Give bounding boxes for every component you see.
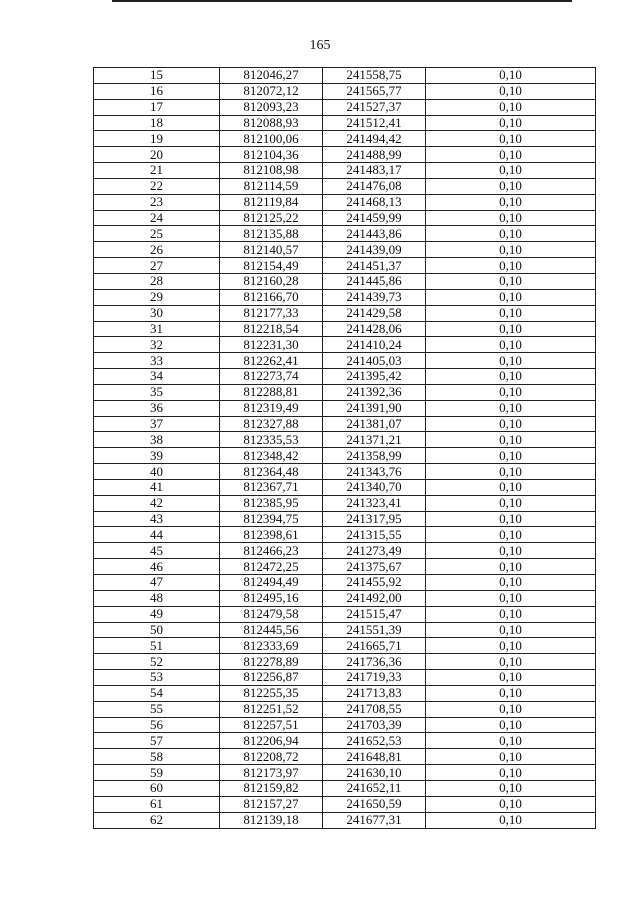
accuracy-cell: 0,10 — [426, 163, 596, 179]
table-row — [94, 575, 596, 591]
x-coordinate-cell: 812257,51 — [220, 717, 323, 733]
point-number-cell: 57 — [94, 733, 220, 749]
x-coordinate-cell: 812208,72 — [220, 749, 323, 765]
y-coordinate-cell: 241492,00 — [323, 590, 426, 606]
table-row — [94, 178, 596, 194]
y-coordinate-cell: 241381,07 — [323, 416, 426, 432]
y-coordinate-cell: 241392,36 — [323, 384, 426, 400]
y-coordinate-cell: 241343,76 — [323, 464, 426, 480]
y-coordinate-cell: 241375,67 — [323, 559, 426, 575]
x-coordinate-cell: 812154,49 — [220, 258, 323, 274]
table-row — [94, 289, 596, 305]
accuracy-cell: 0,10 — [426, 178, 596, 194]
accuracy-cell: 0,10 — [426, 543, 596, 559]
x-coordinate-cell: 812364,48 — [220, 464, 323, 480]
x-coordinate-cell: 812394,75 — [220, 511, 323, 527]
accuracy-cell: 0,10 — [426, 749, 596, 765]
y-coordinate-cell: 241443,86 — [323, 226, 426, 242]
accuracy-cell: 0,10 — [426, 242, 596, 258]
table-row — [94, 226, 596, 242]
point-number-cell: 49 — [94, 606, 220, 622]
y-coordinate-cell: 241551,39 — [323, 622, 426, 638]
x-coordinate-cell: 812335,53 — [220, 432, 323, 448]
x-coordinate-cell: 812140,57 — [220, 242, 323, 258]
x-coordinate-cell: 812072,12 — [220, 83, 323, 99]
point-number-cell: 24 — [94, 210, 220, 226]
y-coordinate-cell: 241317,95 — [323, 511, 426, 527]
y-coordinate-cell: 241703,39 — [323, 717, 426, 733]
accuracy-cell: 0,10 — [426, 622, 596, 638]
y-coordinate-cell: 241371,21 — [323, 432, 426, 448]
table-row — [94, 353, 596, 369]
x-coordinate-cell: 812494,49 — [220, 575, 323, 591]
point-number-cell: 47 — [94, 575, 220, 591]
y-coordinate-cell: 241428,06 — [323, 321, 426, 337]
accuracy-cell: 0,10 — [426, 273, 596, 289]
table-row — [94, 685, 596, 701]
x-coordinate-cell: 812135,88 — [220, 226, 323, 242]
x-coordinate-cell: 812160,28 — [220, 273, 323, 289]
y-coordinate-cell: 241558,75 — [323, 68, 426, 84]
accuracy-cell: 0,10 — [426, 99, 596, 115]
table-row — [94, 464, 596, 480]
point-number-cell: 30 — [94, 305, 220, 321]
table-row — [94, 258, 596, 274]
point-number-cell: 32 — [94, 337, 220, 353]
y-coordinate-cell: 241410,24 — [323, 337, 426, 353]
accuracy-cell: 0,10 — [426, 654, 596, 670]
accuracy-cell: 0,10 — [426, 780, 596, 796]
point-number-cell: 23 — [94, 194, 220, 210]
y-coordinate-cell: 241476,08 — [323, 178, 426, 194]
accuracy-cell: 0,10 — [426, 131, 596, 147]
y-coordinate-cell: 241315,55 — [323, 527, 426, 543]
x-coordinate-cell: 812251,52 — [220, 701, 323, 717]
y-coordinate-cell: 241652,53 — [323, 733, 426, 749]
x-coordinate-cell: 812114,59 — [220, 178, 323, 194]
accuracy-cell: 0,10 — [426, 258, 596, 274]
y-coordinate-cell: 241391,90 — [323, 400, 426, 416]
page-number: 165 — [309, 38, 331, 53]
point-number-cell: 37 — [94, 416, 220, 432]
table-row — [94, 559, 596, 575]
table-row — [94, 194, 596, 210]
accuracy-cell: 0,10 — [426, 147, 596, 163]
x-coordinate-cell: 812367,71 — [220, 479, 323, 495]
y-coordinate-cell: 241650,59 — [323, 796, 426, 812]
x-coordinate-cell: 812398,61 — [220, 527, 323, 543]
x-coordinate-cell: 812348,42 — [220, 448, 323, 464]
accuracy-cell: 0,10 — [426, 479, 596, 495]
x-coordinate-cell: 812445,56 — [220, 622, 323, 638]
table-row — [94, 511, 596, 527]
point-number-cell: 52 — [94, 654, 220, 670]
table-row — [94, 68, 596, 84]
x-coordinate-cell: 812256,87 — [220, 670, 323, 686]
table-row — [94, 495, 596, 511]
accuracy-cell: 0,10 — [426, 765, 596, 781]
accuracy-cell: 0,10 — [426, 194, 596, 210]
y-coordinate-cell: 241358,99 — [323, 448, 426, 464]
table-row — [94, 638, 596, 654]
y-coordinate-cell: 241652,11 — [323, 780, 426, 796]
point-number-cell: 62 — [94, 812, 220, 828]
x-coordinate-cell: 812319,49 — [220, 400, 323, 416]
y-coordinate-cell: 241429,58 — [323, 305, 426, 321]
table-row — [94, 337, 596, 353]
table-row — [94, 432, 596, 448]
y-coordinate-cell: 241395,42 — [323, 369, 426, 385]
point-number-cell: 60 — [94, 780, 220, 796]
accuracy-cell: 0,10 — [426, 796, 596, 812]
point-number-cell: 19 — [94, 131, 220, 147]
table-row — [94, 305, 596, 321]
x-coordinate-cell: 812472,25 — [220, 559, 323, 575]
point-number-cell: 51 — [94, 638, 220, 654]
table-row — [94, 273, 596, 289]
y-coordinate-cell: 241512,41 — [323, 115, 426, 131]
x-coordinate-cell: 812177,33 — [220, 305, 323, 321]
y-coordinate-cell: 241323,41 — [323, 495, 426, 511]
table-row — [94, 448, 596, 464]
x-coordinate-cell: 812273,74 — [220, 369, 323, 385]
point-number-cell: 42 — [94, 495, 220, 511]
coordinates-table — [93, 67, 596, 829]
table-row — [94, 733, 596, 749]
y-coordinate-cell: 241648,81 — [323, 749, 426, 765]
y-coordinate-cell: 241439,73 — [323, 289, 426, 305]
y-coordinate-cell: 241468,13 — [323, 194, 426, 210]
x-coordinate-cell: 812108,98 — [220, 163, 323, 179]
point-number-cell: 31 — [94, 321, 220, 337]
point-number-cell: 25 — [94, 226, 220, 242]
point-number-cell: 53 — [94, 670, 220, 686]
table-row — [94, 543, 596, 559]
x-coordinate-cell: 812327,88 — [220, 416, 323, 432]
accuracy-cell: 0,10 — [426, 83, 596, 99]
table-row — [94, 780, 596, 796]
accuracy-cell: 0,10 — [426, 400, 596, 416]
accuracy-cell: 0,10 — [426, 416, 596, 432]
accuracy-cell: 0,10 — [426, 733, 596, 749]
y-coordinate-cell: 241451,37 — [323, 258, 426, 274]
accuracy-cell: 0,10 — [426, 353, 596, 369]
table-row — [94, 147, 596, 163]
y-coordinate-cell: 241405,03 — [323, 353, 426, 369]
top-rule — [112, 0, 572, 2]
accuracy-cell: 0,10 — [426, 575, 596, 591]
accuracy-cell: 0,10 — [426, 432, 596, 448]
point-number-cell: 33 — [94, 353, 220, 369]
table-row — [94, 749, 596, 765]
table-row — [94, 131, 596, 147]
accuracy-cell: 0,10 — [426, 812, 596, 828]
point-number-cell: 54 — [94, 685, 220, 701]
accuracy-cell: 0,10 — [426, 337, 596, 353]
y-coordinate-cell: 241488,99 — [323, 147, 426, 163]
point-number-cell: 43 — [94, 511, 220, 527]
accuracy-cell: 0,10 — [426, 670, 596, 686]
accuracy-cell: 0,10 — [426, 606, 596, 622]
table-row — [94, 163, 596, 179]
x-coordinate-cell: 812278,89 — [220, 654, 323, 670]
accuracy-cell: 0,10 — [426, 369, 596, 385]
point-number-cell: 50 — [94, 622, 220, 638]
table-row — [94, 99, 596, 115]
y-coordinate-cell: 241565,77 — [323, 83, 426, 99]
accuracy-cell: 0,10 — [426, 321, 596, 337]
point-number-cell: 58 — [94, 749, 220, 765]
accuracy-cell: 0,10 — [426, 590, 596, 606]
point-number-cell: 28 — [94, 273, 220, 289]
point-number-cell: 17 — [94, 99, 220, 115]
x-coordinate-cell: 812093,23 — [220, 99, 323, 115]
accuracy-cell: 0,10 — [426, 226, 596, 242]
y-coordinate-cell: 241515,47 — [323, 606, 426, 622]
y-coordinate-cell: 241736,36 — [323, 654, 426, 670]
point-number-cell: 45 — [94, 543, 220, 559]
table-row — [94, 321, 596, 337]
point-number-cell: 16 — [94, 83, 220, 99]
point-number-cell: 22 — [94, 178, 220, 194]
y-coordinate-cell: 241455,92 — [323, 575, 426, 591]
point-number-cell: 34 — [94, 369, 220, 385]
x-coordinate-cell: 812288,81 — [220, 384, 323, 400]
point-number-cell: 21 — [94, 163, 220, 179]
accuracy-cell: 0,10 — [426, 495, 596, 511]
y-coordinate-cell: 241713,83 — [323, 685, 426, 701]
accuracy-cell: 0,10 — [426, 511, 596, 527]
accuracy-cell: 0,10 — [426, 685, 596, 701]
table-row — [94, 654, 596, 670]
y-coordinate-cell: 241708,55 — [323, 701, 426, 717]
x-coordinate-cell: 812139,18 — [220, 812, 323, 828]
table-row — [94, 701, 596, 717]
accuracy-cell: 0,10 — [426, 305, 596, 321]
x-coordinate-cell: 812262,41 — [220, 353, 323, 369]
accuracy-cell: 0,10 — [426, 448, 596, 464]
x-coordinate-cell: 812088,93 — [220, 115, 323, 131]
y-coordinate-cell: 241630,10 — [323, 765, 426, 781]
table-row — [94, 210, 596, 226]
y-coordinate-cell: 241677,31 — [323, 812, 426, 828]
point-number-cell: 29 — [94, 289, 220, 305]
point-number-cell: 48 — [94, 590, 220, 606]
point-number-cell: 40 — [94, 464, 220, 480]
table-row — [94, 369, 596, 385]
point-number-cell: 55 — [94, 701, 220, 717]
accuracy-cell: 0,10 — [426, 527, 596, 543]
point-number-cell: 15 — [94, 68, 220, 84]
coordinates-table-body — [94, 68, 596, 829]
x-coordinate-cell: 812218,54 — [220, 321, 323, 337]
y-coordinate-cell: 241273,49 — [323, 543, 426, 559]
point-number-cell: 44 — [94, 527, 220, 543]
table-row — [94, 812, 596, 828]
point-number-cell: 41 — [94, 479, 220, 495]
x-coordinate-cell: 812255,35 — [220, 685, 323, 701]
table-row — [94, 479, 596, 495]
x-coordinate-cell: 812119,84 — [220, 194, 323, 210]
x-coordinate-cell: 812157,27 — [220, 796, 323, 812]
point-number-cell: 38 — [94, 432, 220, 448]
x-coordinate-cell: 812231,30 — [220, 337, 323, 353]
point-number-cell: 39 — [94, 448, 220, 464]
table-row — [94, 606, 596, 622]
y-coordinate-cell: 241494,42 — [323, 131, 426, 147]
y-coordinate-cell: 241719,33 — [323, 670, 426, 686]
accuracy-cell: 0,10 — [426, 701, 596, 717]
table-row — [94, 670, 596, 686]
table-row — [94, 384, 596, 400]
table-row — [94, 83, 596, 99]
accuracy-cell: 0,10 — [426, 210, 596, 226]
accuracy-cell: 0,10 — [426, 638, 596, 654]
x-coordinate-cell: 812100,06 — [220, 131, 323, 147]
x-coordinate-cell: 812479,58 — [220, 606, 323, 622]
y-coordinate-cell: 241340,70 — [323, 479, 426, 495]
x-coordinate-cell: 812125,22 — [220, 210, 323, 226]
y-coordinate-cell: 241527,37 — [323, 99, 426, 115]
table-row — [94, 527, 596, 543]
x-coordinate-cell: 812206,94 — [220, 733, 323, 749]
point-number-cell: 36 — [94, 400, 220, 416]
point-number-cell: 59 — [94, 765, 220, 781]
accuracy-cell: 0,10 — [426, 464, 596, 480]
x-coordinate-cell: 812385,95 — [220, 495, 323, 511]
table-row — [94, 717, 596, 733]
point-number-cell: 61 — [94, 796, 220, 812]
point-number-cell: 27 — [94, 258, 220, 274]
accuracy-cell: 0,10 — [426, 68, 596, 84]
point-number-cell: 20 — [94, 147, 220, 163]
point-number-cell: 35 — [94, 384, 220, 400]
point-number-cell: 26 — [94, 242, 220, 258]
accuracy-cell: 0,10 — [426, 717, 596, 733]
table-row — [94, 796, 596, 812]
y-coordinate-cell: 241445,86 — [323, 273, 426, 289]
accuracy-cell: 0,10 — [426, 115, 596, 131]
table-row — [94, 115, 596, 131]
x-coordinate-cell: 812173,97 — [220, 765, 323, 781]
x-coordinate-cell: 812104,36 — [220, 147, 323, 163]
table-row — [94, 765, 596, 781]
accuracy-cell: 0,10 — [426, 384, 596, 400]
accuracy-cell: 0,10 — [426, 289, 596, 305]
point-number-cell: 46 — [94, 559, 220, 575]
x-coordinate-cell: 812166,70 — [220, 289, 323, 305]
accuracy-cell: 0,10 — [426, 559, 596, 575]
y-coordinate-cell: 241665,71 — [323, 638, 426, 654]
table-row — [94, 590, 596, 606]
table-row — [94, 242, 596, 258]
point-number-cell: 18 — [94, 115, 220, 131]
y-coordinate-cell: 241439,09 — [323, 242, 426, 258]
table-row — [94, 622, 596, 638]
y-coordinate-cell: 241459,99 — [323, 210, 426, 226]
x-coordinate-cell: 812333,69 — [220, 638, 323, 654]
table-row — [94, 416, 596, 432]
table-row — [94, 400, 596, 416]
x-coordinate-cell: 812159,82 — [220, 780, 323, 796]
x-coordinate-cell: 812495,16 — [220, 590, 323, 606]
x-coordinate-cell: 812046,27 — [220, 68, 323, 84]
point-number-cell: 56 — [94, 717, 220, 733]
y-coordinate-cell: 241483,17 — [323, 163, 426, 179]
x-coordinate-cell: 812466,23 — [220, 543, 323, 559]
